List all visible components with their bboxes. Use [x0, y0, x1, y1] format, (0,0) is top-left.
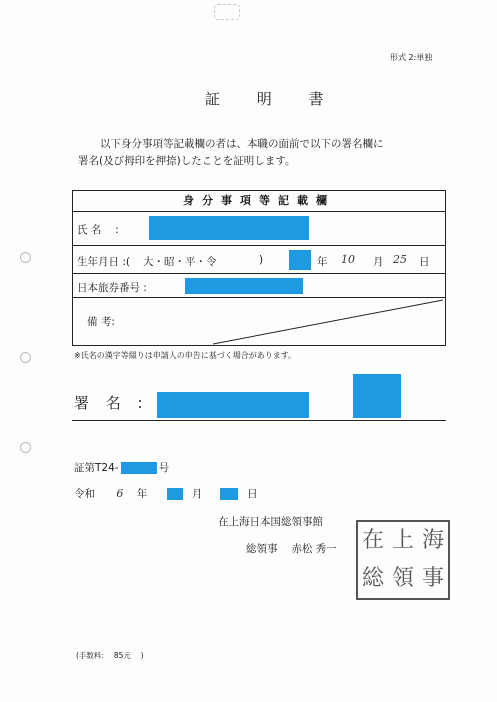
seal-char: 上 [391, 528, 414, 553]
cert-no-redaction [121, 462, 157, 474]
date-era: 令和 [74, 488, 95, 500]
signature-label: 署 名 : [74, 394, 149, 412]
name-label: 氏 名 : [77, 224, 119, 236]
era-options: 大・昭・平・令 [143, 256, 217, 268]
signature-line [72, 420, 446, 421]
seal-char: 海 [421, 528, 444, 553]
passport-row [73, 273, 445, 298]
month-suffix: 月 [373, 256, 384, 268]
date-day-redaction [220, 488, 238, 500]
day-handwritten: 25 [393, 253, 407, 266]
dob-label: 生年月日 :( [77, 256, 130, 268]
dob-row [73, 245, 445, 274]
intro-line-2: 署名(及び拇印を押捺)したことを証明します。 [78, 155, 296, 167]
passport-label: 日本旅券番号 : [77, 282, 147, 294]
punch-hole [20, 352, 31, 363]
issue-date [74, 486, 258, 501]
identity-table [72, 190, 446, 346]
day-suffix: 日 [419, 256, 430, 268]
spelling-note: ※氏名の漢字等綴りは申請人の申告に基づく場合があります。 [74, 351, 297, 360]
thumbprint-redaction [353, 374, 401, 418]
form-code: 形式 2:単独 [390, 53, 433, 62]
dob-close: ) [259, 254, 264, 266]
signature-redaction [157, 392, 309, 418]
remarks-row [73, 297, 445, 346]
name-redaction [149, 216, 309, 240]
date-year-handwritten: 6 [116, 487, 124, 500]
month-handwritten: 10 [341, 253, 355, 266]
scan-smudge [214, 4, 240, 20]
date-month-suffix: 月 [191, 488, 203, 500]
intro-paragraph [78, 136, 448, 170]
punch-hole [20, 442, 31, 453]
seal-char: 在 [361, 528, 384, 553]
name-row [73, 211, 445, 246]
date-day-suffix: 日 [247, 488, 258, 500]
official-seal [356, 520, 450, 600]
cert-no-suffix: 号 [158, 462, 170, 474]
punch-hole [20, 252, 31, 263]
remarks-strikeout-line [73, 298, 445, 346]
date-year-suffix: 年 [136, 488, 148, 500]
consul-general: 総領事 赤松 秀一 [246, 543, 337, 555]
consulate-name: 在上海日本国総領事館 [218, 516, 323, 528]
year-suffix: 年 [317, 256, 328, 268]
remarks-label: 備 考: [87, 316, 115, 328]
table-header: 身分事項等記載欄 [183, 194, 335, 207]
seal-char: 事 [421, 566, 444, 591]
document-title: 証 明 書 [205, 90, 340, 108]
seal-char: 領 [391, 566, 414, 591]
passport-redaction [185, 278, 303, 294]
fee-note: (手数料: 85元 ) [76, 651, 144, 660]
year-redaction [289, 250, 311, 270]
intro-line-1: 以下身分事項等記載欄の者は、本職の面前で以下の署名欄に [100, 138, 384, 150]
cert-no-prefix: 証第T24- [74, 462, 119, 474]
date-month-redaction [167, 488, 183, 500]
certificate-number [74, 460, 169, 475]
seal-char: 総 [361, 566, 384, 591]
